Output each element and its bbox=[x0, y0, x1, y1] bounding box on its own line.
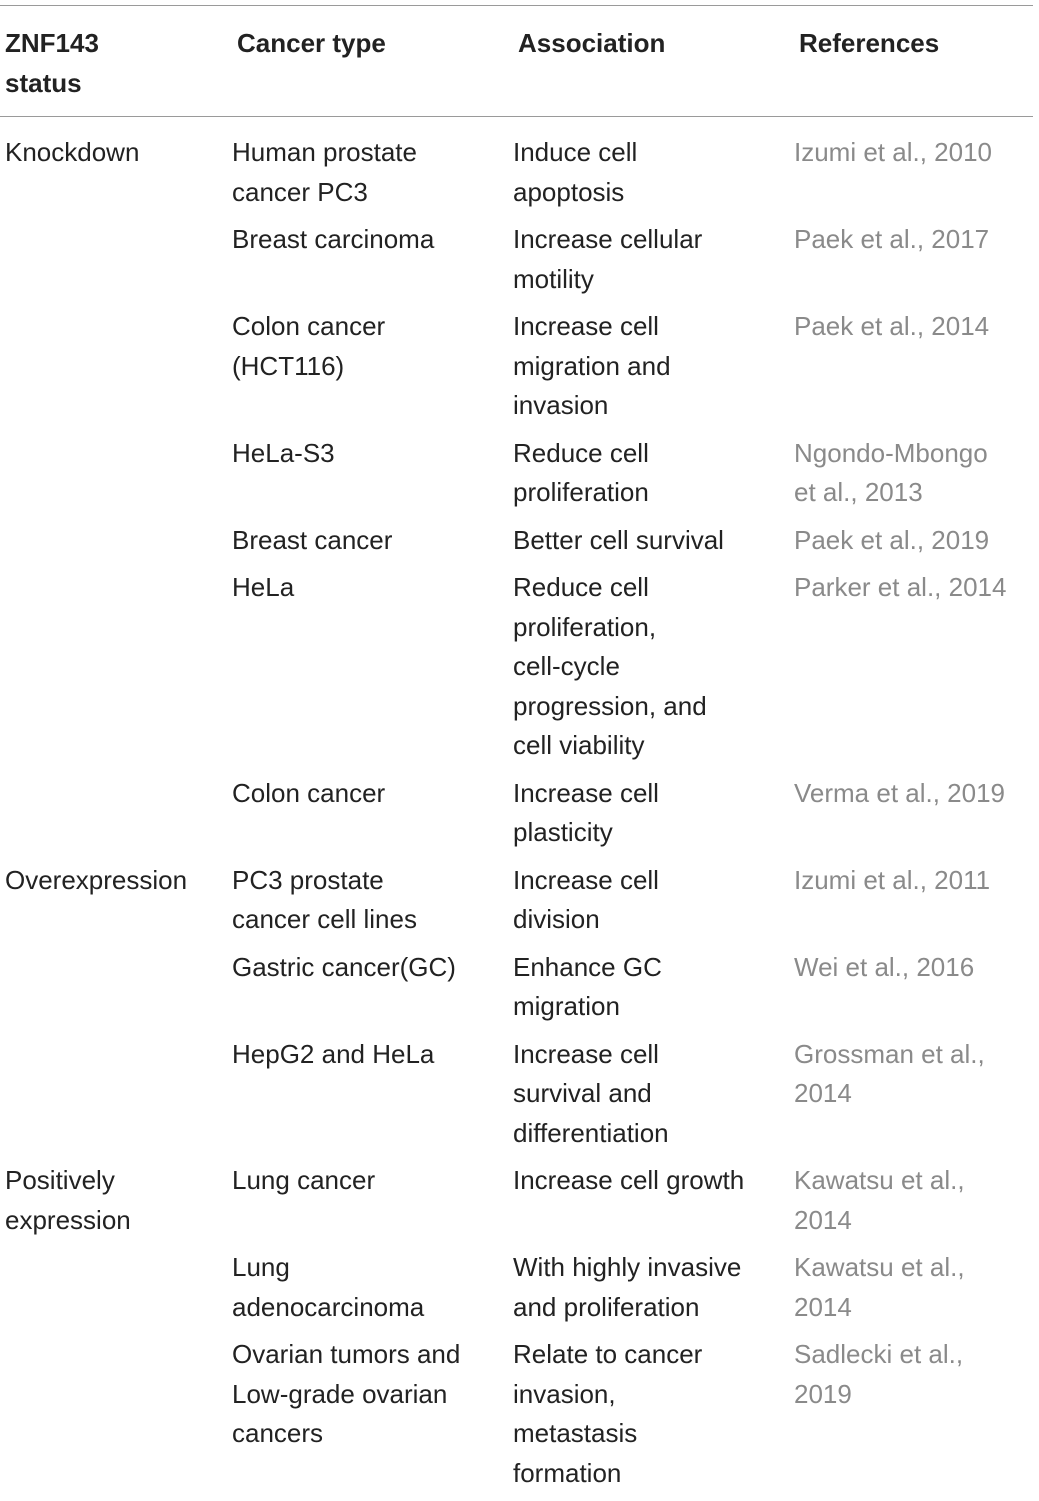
table-body bbox=[0, 133, 1039, 1501]
status-cell bbox=[5, 521, 237, 561]
association-cell: Increase cell survival and differentiation bbox=[513, 1038, 669, 1148]
status-cell: Overexpression bbox=[5, 864, 188, 895]
table-row bbox=[0, 948, 1039, 1027]
association-cell: Better cell survival bbox=[513, 524, 724, 555]
association-cell: Relate to cancer invasion, metastasis formation bbox=[513, 1339, 703, 1488]
table-row bbox=[0, 1248, 1039, 1327]
cancer-type-cell: Colon cancer (HCT116) bbox=[232, 311, 386, 381]
status-cell bbox=[5, 774, 237, 853]
status-cell: Knockdown bbox=[5, 137, 140, 167]
header-references: References bbox=[799, 28, 940, 58]
cancer-type-cell: Breast cancer bbox=[232, 524, 393, 555]
association-cell: Reduce cell proliferation, cell-cycle progression, and cell viability bbox=[513, 572, 707, 760]
cancer-type-cell: HeLa bbox=[232, 572, 295, 602]
table-row bbox=[0, 861, 1039, 940]
cancer-type-cell: Human prostate cancer PC3 bbox=[232, 137, 417, 207]
table-row bbox=[0, 774, 1039, 853]
status-cell bbox=[5, 220, 237, 299]
cancer-type-cell: Breast carcinoma bbox=[232, 224, 435, 254]
table-row bbox=[0, 1335, 1039, 1493]
reference-link[interactable]: Izumi et al., 2010 bbox=[794, 137, 992, 167]
header-cancer-type: Cancer type bbox=[237, 28, 386, 58]
association-cell: Induce cell apoptosis bbox=[513, 137, 638, 207]
association-cell: Reduce cell proliferation bbox=[513, 437, 649, 507]
reference-link[interactable]: Paek et al., 2017 bbox=[794, 224, 990, 254]
table-row bbox=[0, 133, 1039, 212]
reference-link[interactable]: Ngondo-Mbongo et al., 2013 bbox=[794, 437, 988, 507]
cancer-type-cell: Colon cancer bbox=[232, 777, 386, 808]
cancer-type-cell: PC3 prostate cancer cell lines bbox=[232, 864, 417, 934]
table-row bbox=[0, 434, 1039, 513]
header-association: Association bbox=[518, 28, 666, 58]
reference-link[interactable]: Izumi et al., 2011 bbox=[794, 864, 991, 895]
association-cell: Enhance GC migration bbox=[513, 951, 662, 1021]
status-cell bbox=[5, 1248, 237, 1327]
table-row bbox=[0, 220, 1039, 299]
table-row bbox=[0, 521, 1039, 561]
cancer-type-cell: HepG2 and HeLa bbox=[232, 1038, 435, 1069]
reference-link[interactable]: Verma et al., 2019 bbox=[794, 777, 1006, 808]
association-cell: Increase cell migration and invasion bbox=[513, 311, 671, 420]
association-cell: Increase cellular motility bbox=[513, 224, 703, 294]
top-rule bbox=[0, 5, 1033, 6]
reference-link[interactable]: Kawatsu et al., 2014 bbox=[794, 1252, 965, 1322]
status-cell bbox=[5, 307, 237, 426]
reference-link[interactable]: Parker et al., 2014 bbox=[794, 572, 1007, 602]
association-cell: Increase cell growth bbox=[513, 1165, 745, 1195]
association-cell: With highly invasive and proliferation bbox=[513, 1252, 742, 1322]
association-cell: Increase cell division bbox=[513, 864, 659, 934]
table-row bbox=[0, 1035, 1039, 1154]
status-cell: Positively expression bbox=[5, 1165, 131, 1235]
header-rule bbox=[0, 116, 1033, 117]
reference-link[interactable]: Wei et al., 2016 bbox=[794, 951, 975, 982]
cancer-type-cell: Lung adenocarcinoma bbox=[232, 1252, 425, 1322]
reference-link[interactable]: Grossman et al., 2014 bbox=[794, 1038, 985, 1108]
reference-link[interactable]: Paek et al., 2019 bbox=[794, 524, 990, 555]
status-cell bbox=[5, 1335, 237, 1493]
table-row bbox=[0, 1161, 1039, 1240]
cancer-type-cell: Gastric cancer(GC) bbox=[232, 951, 456, 982]
status-cell bbox=[5, 434, 237, 513]
cancer-type-cell: Ovarian tumors and Low-grade ovarian cancers bbox=[232, 1339, 461, 1448]
status-cell bbox=[5, 948, 237, 1027]
table-row bbox=[0, 568, 1039, 766]
table-row bbox=[0, 307, 1039, 426]
header-status: ZNF143 status bbox=[5, 28, 99, 98]
status-cell bbox=[5, 1035, 237, 1154]
status-cell bbox=[5, 568, 237, 766]
cancer-type-cell: HeLa-S3 bbox=[232, 437, 335, 468]
reference-link[interactable]: Paek et al., 2014 bbox=[794, 311, 990, 341]
reference-link[interactable]: Sadlecki et al., 2019 bbox=[794, 1339, 964, 1409]
association-cell: Increase cell plasticity bbox=[513, 777, 659, 847]
cancer-type-cell: Lung cancer bbox=[232, 1165, 376, 1195]
reference-link[interactable]: Kawatsu et al., 2014 bbox=[794, 1165, 965, 1235]
